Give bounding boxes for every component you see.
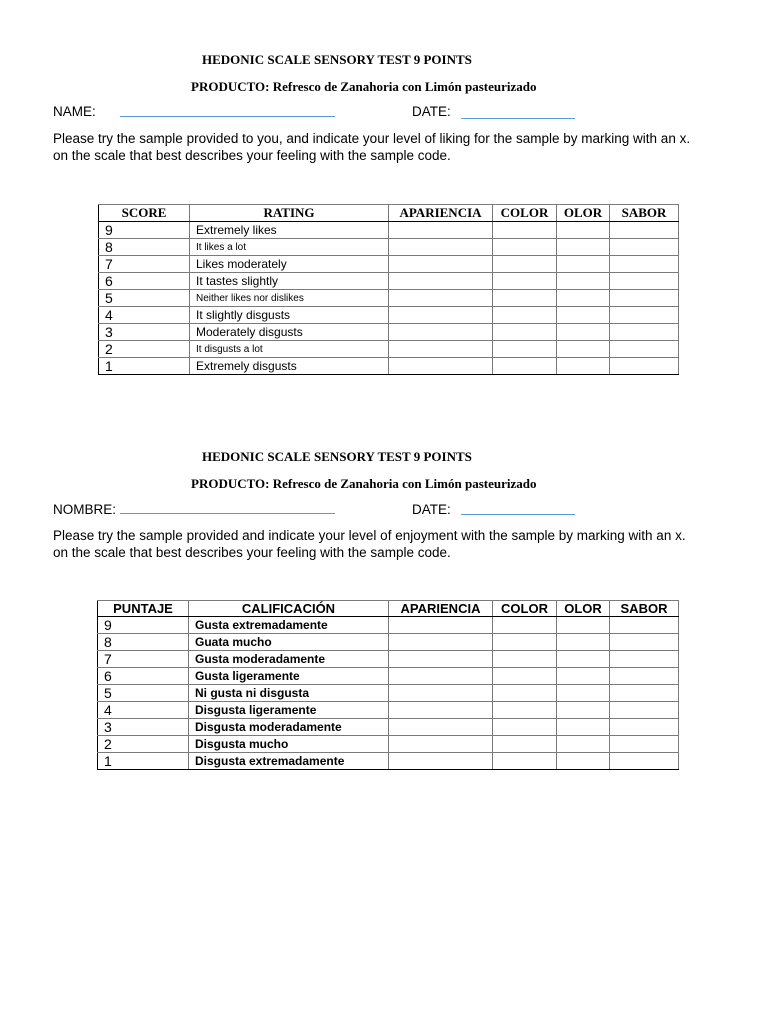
form-title: HEDONIC SCALE SENSORY TEST 9 POINTS [202,449,472,464]
rating-cell: It tastes slightly [190,273,389,290]
mark-cell-olor[interactable] [557,651,610,668]
name-field[interactable] [120,116,335,117]
header-sabor: SABOR [610,601,679,617]
table-row [98,634,679,651]
mark-cell-color[interactable] [493,341,557,358]
table-row [98,702,679,719]
score-cell: 1 [99,358,190,375]
score-cell: 1 [98,753,189,770]
product-value: Refresco de Zanahoria con Limón pasteurizado [272,476,537,491]
instructions-line-2: on the scale that best describes your feeling with the sample code. [53,148,451,163]
table-header-row [99,205,679,222]
hedonic-scale-table [98,204,679,375]
rating-cell: Gusta extremadamente [189,617,389,634]
mark-cell-olor[interactable] [557,222,610,239]
rating-cell: It likes a lot [190,239,389,256]
mark-cell-color[interactable] [493,634,557,651]
score-cell: 6 [99,273,190,290]
table-row [98,719,679,736]
mark-cell-sabor[interactable] [610,273,679,290]
date-field[interactable] [461,118,575,119]
mark-cell-color[interactable] [493,719,557,736]
table-row [98,668,679,685]
score-cell: 3 [99,324,190,341]
mark-cell-color[interactable] [493,324,557,341]
mark-cell-sabor[interactable] [610,685,679,702]
table-row [98,685,679,702]
mark-cell-apariencia[interactable] [389,634,493,651]
rating-cell: Moderately disgusts [190,324,389,341]
mark-cell-sabor[interactable] [610,753,679,770]
mark-cell-color[interactable] [493,273,557,290]
instructions [53,130,713,164]
header-apariencia: APARIENCIA [389,601,493,617]
rating-cell: It slightly disgusts [190,307,389,324]
mark-cell-olor[interactable] [557,307,610,324]
hedonic-scale-table [97,600,679,770]
mark-cell-apariencia[interactable] [389,617,493,634]
score-cell: 2 [99,341,190,358]
score-cell: 8 [99,239,190,256]
rating-cell: Disgusta ligeramente [189,702,389,719]
mark-cell-olor[interactable] [557,358,610,375]
header-calificacion: CALIFICACIÓN [189,601,389,617]
mark-cell-sabor[interactable] [610,719,679,736]
mark-cell-olor[interactable] [557,685,610,702]
mark-cell-sabor[interactable] [610,239,679,256]
score-cell: 9 [98,617,189,634]
rating-cell: Extremely disgusts [190,358,389,375]
mark-cell-apariencia[interactable] [389,719,493,736]
mark-cell-olor[interactable] [557,290,610,307]
date-label: DATE: [412,502,451,517]
table-row [99,290,679,307]
table-row [99,307,679,324]
table-row [98,736,679,753]
product-value: Refresco de Zanahoria con Limón pasteurizado [272,79,537,94]
mark-cell-olor[interactable] [557,617,610,634]
rating-cell: Disgusta moderadamente [189,719,389,736]
instructions [53,527,713,561]
mark-cell-sabor[interactable] [610,324,679,341]
score-cell: 9 [99,222,190,239]
mark-cell-apariencia[interactable] [389,239,493,256]
mark-cell-apariencia[interactable] [389,753,493,770]
table-row [99,324,679,341]
instructions-line-1: Please try the sample provided to you, and indicate your level of liking for the sample by marking with an x. [53,131,691,146]
rating-cell: Gusta moderadamente [189,651,389,668]
header-color: COLOR [493,601,557,617]
mark-cell-olor[interactable] [557,324,610,341]
mark-cell-sabor[interactable] [610,668,679,685]
mark-cell-olor[interactable] [557,668,610,685]
score-cell: 3 [98,719,189,736]
mark-cell-apariencia[interactable] [389,685,493,702]
score-cell: 7 [98,651,189,668]
mark-cell-apariencia[interactable] [389,290,493,307]
mark-cell-olor[interactable] [557,634,610,651]
mark-cell-sabor[interactable] [610,617,679,634]
mark-cell-apariencia[interactable] [389,256,493,273]
mark-cell-apariencia[interactable] [389,341,493,358]
mark-cell-apariencia[interactable] [389,222,493,239]
mark-cell-apariencia[interactable] [389,702,493,719]
mark-cell-color[interactable] [493,668,557,685]
mark-cell-sabor[interactable] [610,702,679,719]
mark-cell-color[interactable] [493,685,557,702]
product-line [191,476,768,492]
header-apariencia: APARIENCIA [389,205,493,222]
mark-cell-apariencia[interactable] [389,668,493,685]
score-cell: 6 [98,668,189,685]
mark-cell-color[interactable] [493,702,557,719]
name-label: NOMBRE: [53,502,117,517]
mark-cell-color[interactable] [493,753,557,770]
rating-cell: Extremely likes [190,222,389,239]
instructions-line-1: Please try the sample provided and indicate your level of enjoyment with the sample by marking with an x. [53,528,686,543]
form-title: HEDONIC SCALE SENSORY TEST 9 POINTS [202,52,472,67]
mark-cell-olor[interactable] [557,753,610,770]
mark-cell-olor[interactable] [557,256,610,273]
table-row [99,239,679,256]
instructions-line-2: on the scale that best describes your feeling with the sample code. [53,545,451,560]
mark-cell-olor[interactable] [557,239,610,256]
mark-cell-olor[interactable] [557,341,610,358]
table-row [99,273,679,290]
mark-cell-apariencia[interactable] [389,736,493,753]
header-puntaje: PUNTAJE [98,601,189,617]
mark-cell-sabor[interactable] [610,634,679,651]
product-label: PRODUCTO: [191,476,270,491]
score-cell: 4 [99,307,190,324]
header-rating: RATING [190,205,389,222]
mark-cell-color[interactable] [493,256,557,273]
mark-cell-sabor[interactable] [610,222,679,239]
mark-cell-color[interactable] [493,736,557,753]
table-row [99,222,679,239]
score-cell: 5 [99,290,190,307]
mark-cell-apariencia[interactable] [389,651,493,668]
date-label: DATE: [412,104,451,119]
mark-cell-sabor[interactable] [610,290,679,307]
mark-cell-olor[interactable] [557,702,610,719]
rating-cell: It disgusts a lot [190,341,389,358]
mark-cell-olor[interactable] [557,736,610,753]
mark-cell-sabor[interactable] [610,341,679,358]
mark-cell-olor[interactable] [557,273,610,290]
rating-cell: Ni gusta ni disgusta [189,685,389,702]
product-label: PRODUCTO: [191,79,270,94]
mark-cell-color[interactable] [493,617,557,634]
header-score: SCORE [99,205,190,222]
table-row [99,256,679,273]
mark-cell-sabor[interactable] [610,651,679,668]
header-sabor: SABOR [610,205,679,222]
mark-cell-sabor[interactable] [610,256,679,273]
mark-cell-apariencia[interactable] [389,358,493,375]
rating-cell: Disgusta mucho [189,736,389,753]
rating-cell: Gusta ligeramente [189,668,389,685]
table-row [98,651,679,668]
mark-cell-color[interactable] [493,307,557,324]
score-cell: 7 [99,256,190,273]
score-cell: 4 [98,702,189,719]
mark-cell-color[interactable] [493,651,557,668]
header-olor: OLOR [557,205,610,222]
score-cell: 5 [98,685,189,702]
mark-cell-sabor[interactable] [610,736,679,753]
mark-cell-apariencia[interactable] [389,307,493,324]
mark-cell-color[interactable] [493,222,557,239]
table-row [98,753,679,770]
mark-cell-sabor[interactable] [610,358,679,375]
mark-cell-color[interactable] [493,239,557,256]
table-header-row [98,601,679,617]
mark-cell-color[interactable] [493,290,557,307]
rating-cell: Guata mucho [189,634,389,651]
score-cell: 2 [98,736,189,753]
rating-cell: Neither likes nor dislikes [190,290,389,307]
product-line [191,79,768,95]
table-row [98,617,679,634]
name-label: NAME: [53,104,96,119]
date-field[interactable] [461,514,575,515]
mark-cell-olor[interactable] [557,719,610,736]
mark-cell-color[interactable] [493,358,557,375]
rating-cell: Disgusta extremadamente [189,753,389,770]
mark-cell-sabor[interactable] [610,307,679,324]
mark-cell-apariencia[interactable] [389,273,493,290]
score-cell: 8 [98,634,189,651]
header-olor: OLOR [557,601,610,617]
name-field[interactable] [120,513,335,514]
table-row [99,358,679,375]
mark-cell-apariencia[interactable] [389,324,493,341]
header-color: COLOR [493,205,557,222]
table-row [99,341,679,358]
rating-cell: Likes moderately [190,256,389,273]
